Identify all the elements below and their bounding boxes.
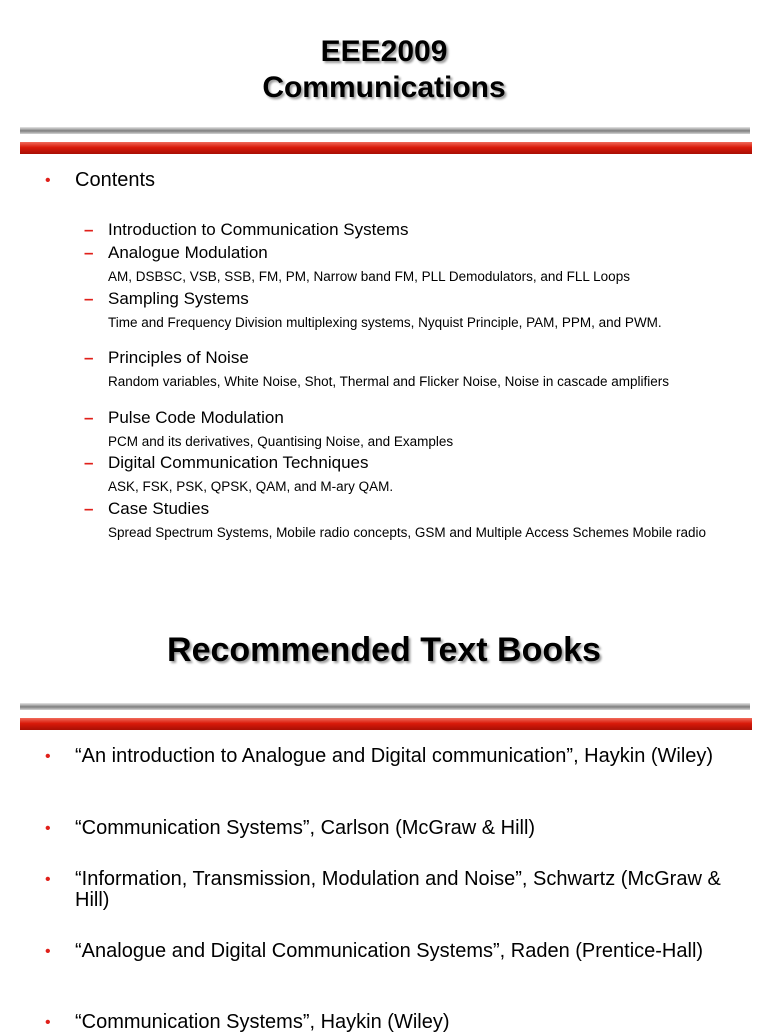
topic-item bbox=[84, 289, 748, 309]
topic-detail: Time and Frequency Division multiplexing systems, Nyquist Principle, PAM, PPM, and PWM. bbox=[108, 315, 662, 330]
book-text: “Analogue and Digital Communication Systems”, Raden (Prentice-Hall) bbox=[75, 940, 704, 962]
topic-heading: Digital Communication Techniques bbox=[108, 453, 369, 472]
bullet-dot-icon: • bbox=[45, 172, 51, 189]
title-rule-red bbox=[20, 718, 752, 730]
topic-item bbox=[84, 348, 748, 368]
topic-heading: Case Studies bbox=[108, 499, 210, 518]
topic-heading: Sampling Systems bbox=[108, 289, 249, 308]
topic-detail: AM, DSBSC, VSB, SSB, FM, PM, Narrow band FM, PLL Demodulators, and FLL Loops bbox=[108, 269, 630, 284]
topic-heading: Pulse Code Modulation bbox=[108, 408, 284, 427]
bullet-dot-icon: • bbox=[45, 820, 51, 837]
book-item bbox=[45, 1011, 735, 1033]
slide1-title bbox=[0, 34, 768, 106]
book-text: “Communication Systems”, Carlson (McGraw & Hill) bbox=[75, 817, 536, 839]
slide1-title-line1: EEE2009 bbox=[320, 35, 448, 68]
dash-icon: – bbox=[84, 348, 94, 367]
contents-label: Contents bbox=[75, 169, 156, 191]
topic-heading: Analogue Modulation bbox=[108, 243, 268, 262]
book-item bbox=[45, 745, 735, 767]
slide2-title: Recommended Text Books bbox=[167, 631, 601, 669]
bullet-dot-icon: • bbox=[45, 871, 51, 888]
dash-icon: – bbox=[84, 499, 94, 518]
topic-heading: Introduction to Communication Systems bbox=[108, 220, 409, 239]
bullet-dot-icon: • bbox=[45, 748, 51, 765]
topic-heading: Principles of Noise bbox=[108, 348, 249, 367]
bullet-dot-icon: • bbox=[45, 943, 51, 960]
topic-item bbox=[84, 243, 748, 263]
topic-detail: Spread Spectrum Systems, Mobile radio concepts, GSM and Multiple Access Schemes Mobile radio bbox=[108, 525, 707, 540]
book-text: “An introduction to Analogue and Digital communication”, Haykin (Wiley) bbox=[75, 745, 714, 767]
dash-icon: – bbox=[84, 220, 94, 239]
topic-item bbox=[84, 220, 748, 240]
dash-icon: – bbox=[84, 453, 94, 472]
topic-detail: PCM and its derivatives, Quantising Noise, and Examples bbox=[108, 434, 454, 449]
book-text: “Information, Transmission, Modulation and Noise”, Schwartz (McGraw & Hill) bbox=[75, 868, 721, 911]
dash-icon: – bbox=[84, 243, 94, 262]
contents-bullet bbox=[45, 169, 735, 191]
topic-item bbox=[84, 453, 748, 473]
book-item bbox=[45, 817, 735, 839]
dash-icon: – bbox=[84, 289, 94, 308]
topic-item bbox=[84, 408, 748, 428]
title-rule-grey bbox=[20, 703, 750, 710]
topic-item bbox=[84, 499, 748, 519]
book-item bbox=[45, 940, 735, 962]
book-item bbox=[45, 868, 735, 911]
title-rule-red bbox=[20, 142, 752, 154]
book-text: “Communication Systems”, Haykin (Wiley) bbox=[75, 1011, 450, 1033]
slide1-title-line2: Communications bbox=[262, 71, 506, 104]
dash-icon: – bbox=[84, 408, 94, 427]
bullet-dot-icon: • bbox=[45, 1014, 51, 1031]
title-rule-grey bbox=[20, 127, 750, 134]
topic-detail: ASK, FSK, PSK, QPSK, QAM, and M-ary QAM. bbox=[108, 479, 394, 494]
topic-detail: Random variables, White Noise, Shot, Thermal and Flicker Noise, Noise in cascade amplifiers bbox=[108, 374, 669, 389]
